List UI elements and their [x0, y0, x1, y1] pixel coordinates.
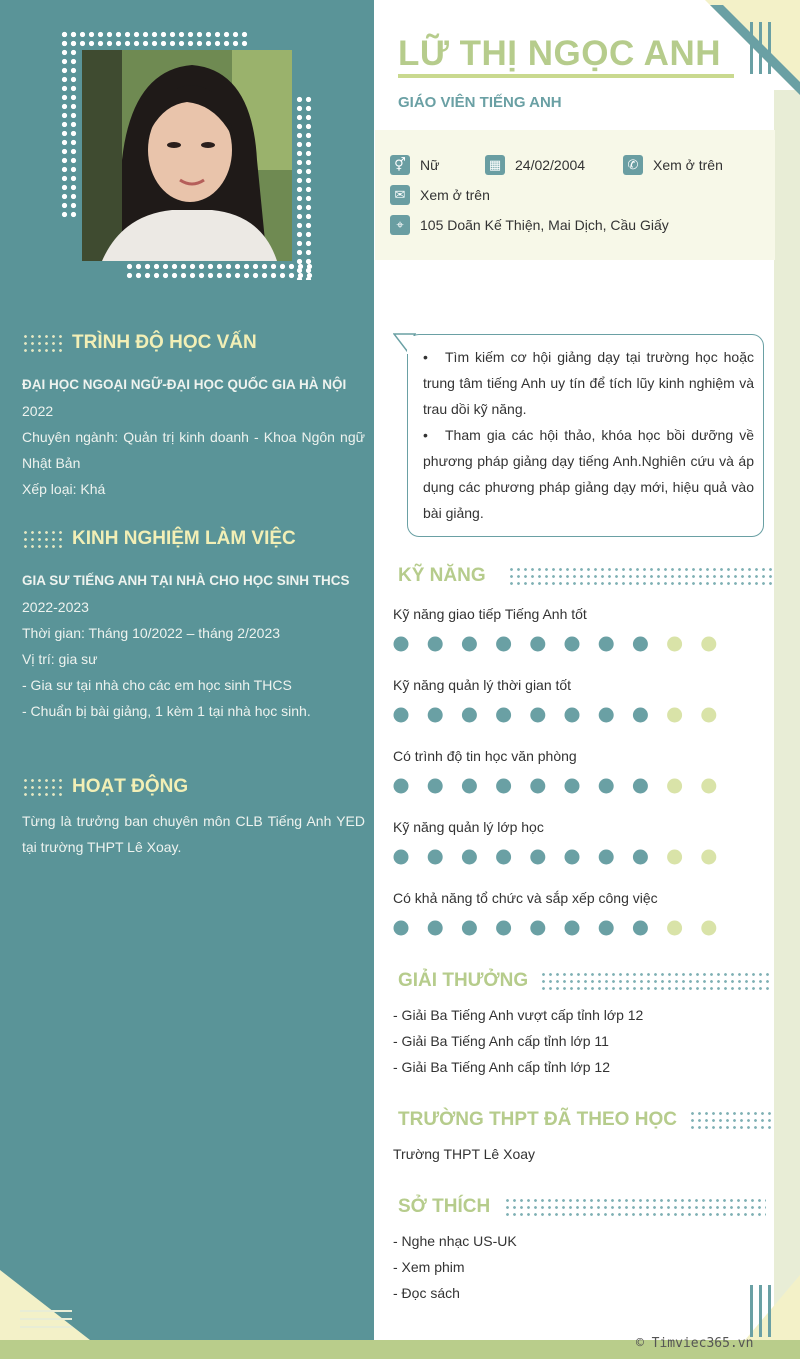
- skill-dot-filled: [633, 637, 648, 652]
- skill-dot-filled: [530, 921, 545, 936]
- awards-heading-text: GIẢI THƯỞNG: [398, 970, 529, 991]
- skill-label: Có trình độ tin học văn phòng: [393, 748, 577, 764]
- hobby-item: - Đọc sách: [393, 1285, 460, 1301]
- gender-icon: ⚥: [390, 155, 410, 175]
- skill-rating: [393, 778, 723, 794]
- skill-dot-filled: [496, 921, 511, 936]
- high-school-name: Trường THPT Lê Xoay: [393, 1146, 536, 1162]
- skill-dot-empty: [701, 779, 716, 794]
- education-heading-text: TRÌNH ĐỘ HỌC VẤN: [72, 332, 257, 353]
- location-pin-icon: ⌖: [390, 215, 410, 235]
- skill-rating: [393, 849, 723, 865]
- skill-dot-empty: [701, 850, 716, 865]
- job-title: GIÁO VIÊN TIẾNG ANH: [398, 94, 562, 111]
- skill-rating: [393, 636, 723, 652]
- award-item: - Giải Ba Tiếng Anh cấp tỉnh lớp 12: [393, 1059, 610, 1075]
- skill-dot-filled: [599, 850, 614, 865]
- experience-position: Vị trí: gia sư: [22, 651, 98, 667]
- email-value: Xem ở trên: [420, 187, 490, 203]
- experience-time: Thời gian: Tháng 10/2022 – tháng 2/2023: [22, 625, 281, 641]
- skill-dot-filled: [428, 779, 443, 794]
- heading-dots-decoration: [22, 529, 64, 549]
- birthday-value: 24/02/2004: [515, 157, 586, 173]
- awards-heading: [398, 970, 772, 992]
- skill-dot-filled: [394, 779, 409, 794]
- phone-info: [623, 155, 723, 175]
- hobby-item: - Xem phim: [393, 1259, 465, 1275]
- skill-dot-filled: [599, 921, 614, 936]
- activities-heading-text: HOẠT ĐỘNG: [72, 776, 189, 797]
- experience-period: 2022-2023: [22, 599, 89, 615]
- skill-dot-filled: [462, 921, 477, 936]
- objective-list: [423, 344, 754, 526]
- experience-duty: - Gia sư tại nhà cho các em học sinh THCS: [22, 677, 292, 693]
- skill-dot-empty: [667, 921, 682, 936]
- skill-label: Kỹ năng giao tiếp Tiếng Anh tốt: [393, 606, 587, 622]
- skill-dot-filled: [394, 850, 409, 865]
- photo-dot-frame-left: [60, 30, 78, 220]
- awards-section: [393, 1002, 643, 1080]
- skill-dot-filled: [565, 779, 580, 794]
- photo-dot-frame-top: [60, 30, 250, 48]
- skill-dot-filled: [462, 637, 477, 652]
- skill-dot-filled: [428, 850, 443, 865]
- education-school: ĐẠI HỌC NGOẠI NGỮ-ĐẠI HỌC QUỐC GIA HÀ NỘI: [22, 377, 347, 392]
- skill-label: Có khả năng tổ chức và sắp xếp công việc: [393, 890, 658, 906]
- skill-dot-empty: [701, 637, 716, 652]
- education-rank: Xếp loại: Khá: [22, 481, 106, 497]
- heading-dots-decoration: [22, 333, 64, 353]
- skill-dot-filled: [599, 708, 614, 723]
- skill-dot-filled: [565, 637, 580, 652]
- education-section: [22, 372, 365, 502]
- skill-dot-filled: [394, 921, 409, 936]
- skill-label: Kỹ năng quản lý thời gian tốt: [393, 677, 572, 693]
- skill-dot-filled: [394, 708, 409, 723]
- skill-dot-filled: [565, 921, 580, 936]
- skill-dot-empty: [667, 779, 682, 794]
- heading-dots-decoration: [508, 566, 773, 586]
- award-item: - Giải Ba Tiếng Anh cấp tỉnh lớp 11: [393, 1033, 609, 1049]
- skill-dot-filled: [496, 779, 511, 794]
- email-info: [390, 185, 490, 205]
- profile-photo: [82, 50, 292, 261]
- skill-dot-filled: [633, 708, 648, 723]
- portrait-illustration: [82, 50, 292, 261]
- hobbies-heading-text: SỞ THÍCH: [398, 1196, 491, 1217]
- hobbies-section: [393, 1228, 517, 1306]
- heading-dots-decoration: [22, 777, 64, 797]
- photo-dot-frame-right: [295, 95, 313, 280]
- skill-dot-filled: [565, 708, 580, 723]
- email-icon: ✉: [390, 185, 410, 205]
- address-value: 105 Doãn Kế Thiện, Mai Dịch, Cầu Giấy: [420, 217, 669, 233]
- footer-credit: © Timviec365.vn: [636, 1336, 754, 1351]
- high-school-heading: [398, 1109, 773, 1131]
- objective-item: • Tham gia các hội thảo, khóa học bồi dưỡng về phương pháp giảng dạy tiếng Anh.Nghiên cứu và áp dụng các phương pháp giảng dạy mới, hiệu quả vào bài giảng.: [423, 422, 754, 526]
- bottom-right-corner-decoration: [745, 1275, 800, 1340]
- skill-dot-filled: [394, 637, 409, 652]
- skill-dot-filled: [599, 637, 614, 652]
- skill-dot-empty: [667, 637, 682, 652]
- phone-icon: ✆: [623, 155, 643, 175]
- skill-dot-filled: [428, 708, 443, 723]
- career-objective: [423, 344, 754, 526]
- skill-dot-filled: [633, 850, 648, 865]
- activities-section: [22, 808, 365, 860]
- birthday-info: [485, 155, 585, 175]
- experience-heading: [22, 528, 296, 550]
- skill-dot-filled: [428, 637, 443, 652]
- skill-dot-filled: [633, 779, 648, 794]
- skill-label: Kỹ năng quản lý lớp học: [393, 819, 544, 835]
- education-year: 2022: [22, 403, 54, 419]
- candidate-name: LỮ THỊ NGỌC ANH: [398, 34, 721, 73]
- hobbies-heading: [398, 1196, 766, 1218]
- hobby-item: - Nghe nhạc US-UK: [393, 1233, 517, 1249]
- gender-value: Nữ: [420, 157, 440, 173]
- high-school-heading-text: TRƯỜNG THPT ĐÃ THEO HỌC: [398, 1109, 677, 1130]
- right-accent-strip: [774, 90, 800, 1340]
- experience-heading-text: KINH NGHIỆM LÀM VIỆC: [72, 528, 296, 549]
- skill-dot-filled: [530, 779, 545, 794]
- skill-rating: [393, 707, 723, 723]
- name-underline: [398, 74, 734, 78]
- skill-dot-empty: [667, 850, 682, 865]
- activities-heading: [22, 776, 188, 798]
- skill-dot-filled: [530, 708, 545, 723]
- heading-dots-decoration: [504, 1197, 766, 1217]
- skill-dot-empty: [701, 921, 716, 936]
- skill-dot-filled: [496, 850, 511, 865]
- skills-heading: [398, 565, 773, 587]
- speech-bubble-tail: [393, 333, 419, 357]
- skill-dot-filled: [496, 708, 511, 723]
- phone-value: Xem ở trên: [653, 157, 723, 173]
- education-major: Chuyên ngành: Quản trị kinh doanh - Khoa Ngôn ngữ Nhật Bản: [22, 429, 365, 471]
- skill-dot-filled: [565, 850, 580, 865]
- skill-dot-filled: [599, 779, 614, 794]
- objective-item: • Tìm kiếm cơ hội giảng dạy tại trường học hoặc trung tâm tiếng Anh uy tín để tích lũy kinh nghiệm và trau dồi kỹ năng.: [423, 344, 754, 422]
- address-info: [390, 215, 669, 235]
- skill-dot-empty: [667, 708, 682, 723]
- skill-dot-filled: [462, 850, 477, 865]
- experience-title: GIA SƯ TIẾNG ANH TẠI NHÀ CHO HỌC SINH THCS: [22, 573, 350, 588]
- photo-dot-frame-bottom: [125, 262, 313, 280]
- heading-dots-decoration: [540, 971, 772, 991]
- skill-dot-filled: [462, 779, 477, 794]
- skill-rating: [393, 920, 723, 936]
- skill-dot-filled: [428, 921, 443, 936]
- education-heading: [22, 332, 257, 354]
- high-school-section: [393, 1141, 535, 1167]
- skill-dot-filled: [496, 637, 511, 652]
- skill-dot-filled: [462, 708, 477, 723]
- experience-section: [22, 568, 365, 724]
- skill-dot-filled: [530, 850, 545, 865]
- bottom-left-corner-decoration: [0, 1270, 90, 1340]
- award-item: - Giải Ba Tiếng Anh vượt cấp tỉnh lớp 12: [393, 1007, 644, 1023]
- heading-dots-decoration: [689, 1110, 773, 1130]
- skill-dot-empty: [701, 708, 716, 723]
- skill-dot-filled: [633, 921, 648, 936]
- calendar-icon: ▦: [485, 155, 505, 175]
- gender-info: [390, 155, 439, 175]
- skill-dot-filled: [530, 637, 545, 652]
- skills-heading-text: KỸ NĂNG: [398, 565, 486, 586]
- activities-text: Từng là trưởng ban chuyên môn CLB Tiếng Anh YED tại trường THPT Lê Xoay.: [22, 813, 365, 855]
- experience-duty: - Chuẩn bị bài giảng, 1 kèm 1 tại nhà học sinh.: [22, 703, 311, 719]
